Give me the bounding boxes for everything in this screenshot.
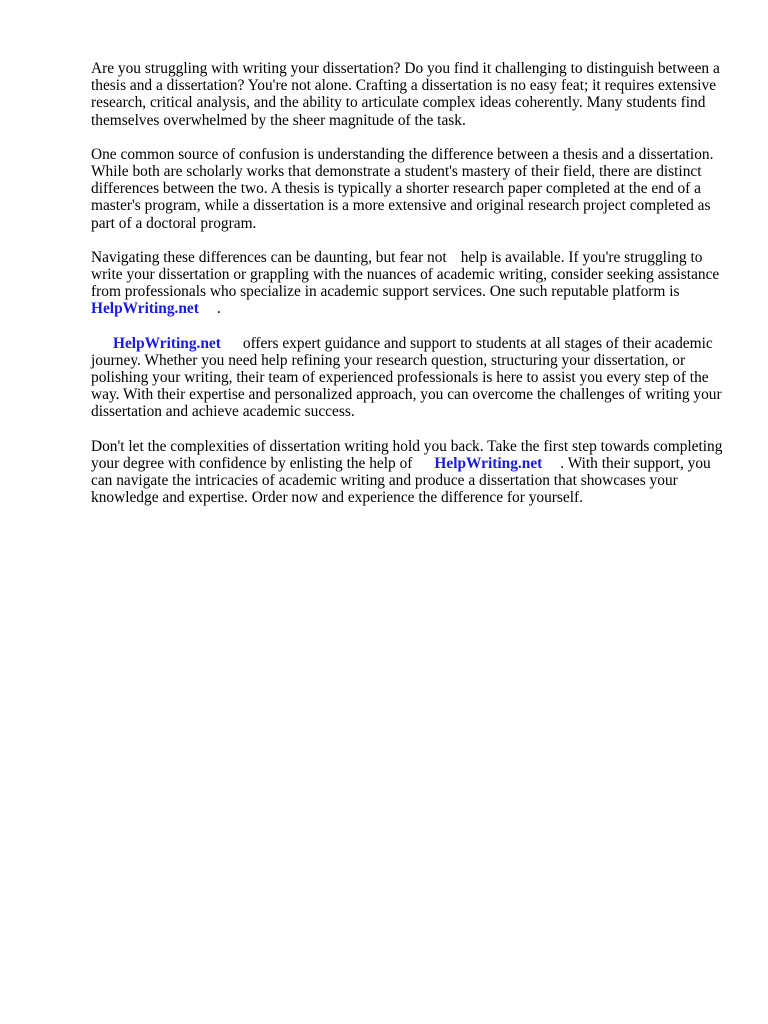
paragraph-navigating-period: .: [216, 300, 221, 318]
paragraph-helpwriting-text: offers expert guidance and support to students at all stages of their academic journey. Whether you need help refining your research question, structuring your dissertation, or polishing your writing, their team of experienced professionals is here to assist you every step of the way. With their expertise and personalized approach, you can overcome the challenges of writing your dissertation and achieve academic success.: [91, 334, 722, 421]
paragraph-cta-text-a: Don't let the complexities of dissertation writing hold you back. Take the first step towards completing your degree with confidence by enlisting the help of: [91, 437, 723, 472]
helpwriting-link-3[interactable]: HelpWriting.net: [434, 454, 543, 472]
document-page: [91, 60, 731, 523]
paragraph-call-to-action: [91, 438, 731, 507]
paragraph-cta-text-b: . With their support, you can navigate the intricacies of academic writing and produce a dissertation that showcases your knowledge and expertise. Order now and experience the difference for yourself.: [91, 454, 711, 507]
paragraph-navigating-text-a: Navigating these differences can be daunting, but fear not: [91, 248, 447, 266]
paragraph-intro-text: Are you struggling with writing your dissertation? Do you find it challenging to distinguish between a thesis and a dissertation? You're not alone. Crafting a dissertation is no easy feat; it requires extensive research, critical analysis, and the ability to articulate complex ideas coherently. Many students find themselves overwhelmed by the sheer magnitude of the task.: [91, 60, 720, 129]
paragraph-helpwriting: [91, 335, 731, 421]
paragraph-differences: [91, 146, 731, 232]
helpwriting-link-2[interactable]: HelpWriting.net: [113, 334, 221, 352]
paragraph-differences-text: One common source of confusion is understanding the difference between a thesis and a dissertation. While both are scholarly works that demonstrate a student's mastery of their field, there are distinct differences between the two. A thesis is typically a shorter research paper completed at the end of a master's program, while a dissertation is a more extensive and original research project completed as part of a doctoral program.: [91, 145, 714, 232]
paragraph-intro: [91, 60, 731, 129]
paragraph-navigating-text-b: help is available. If you're struggling to write your dissertation or grappling with the nuances of academic writing, consider seeking assistance from professionals who specialize in academic support services. One such reputable platform is: [91, 248, 720, 301]
helpwriting-link-1[interactable]: HelpWriting.net: [91, 300, 199, 318]
paragraph-navigating: [91, 249, 731, 318]
